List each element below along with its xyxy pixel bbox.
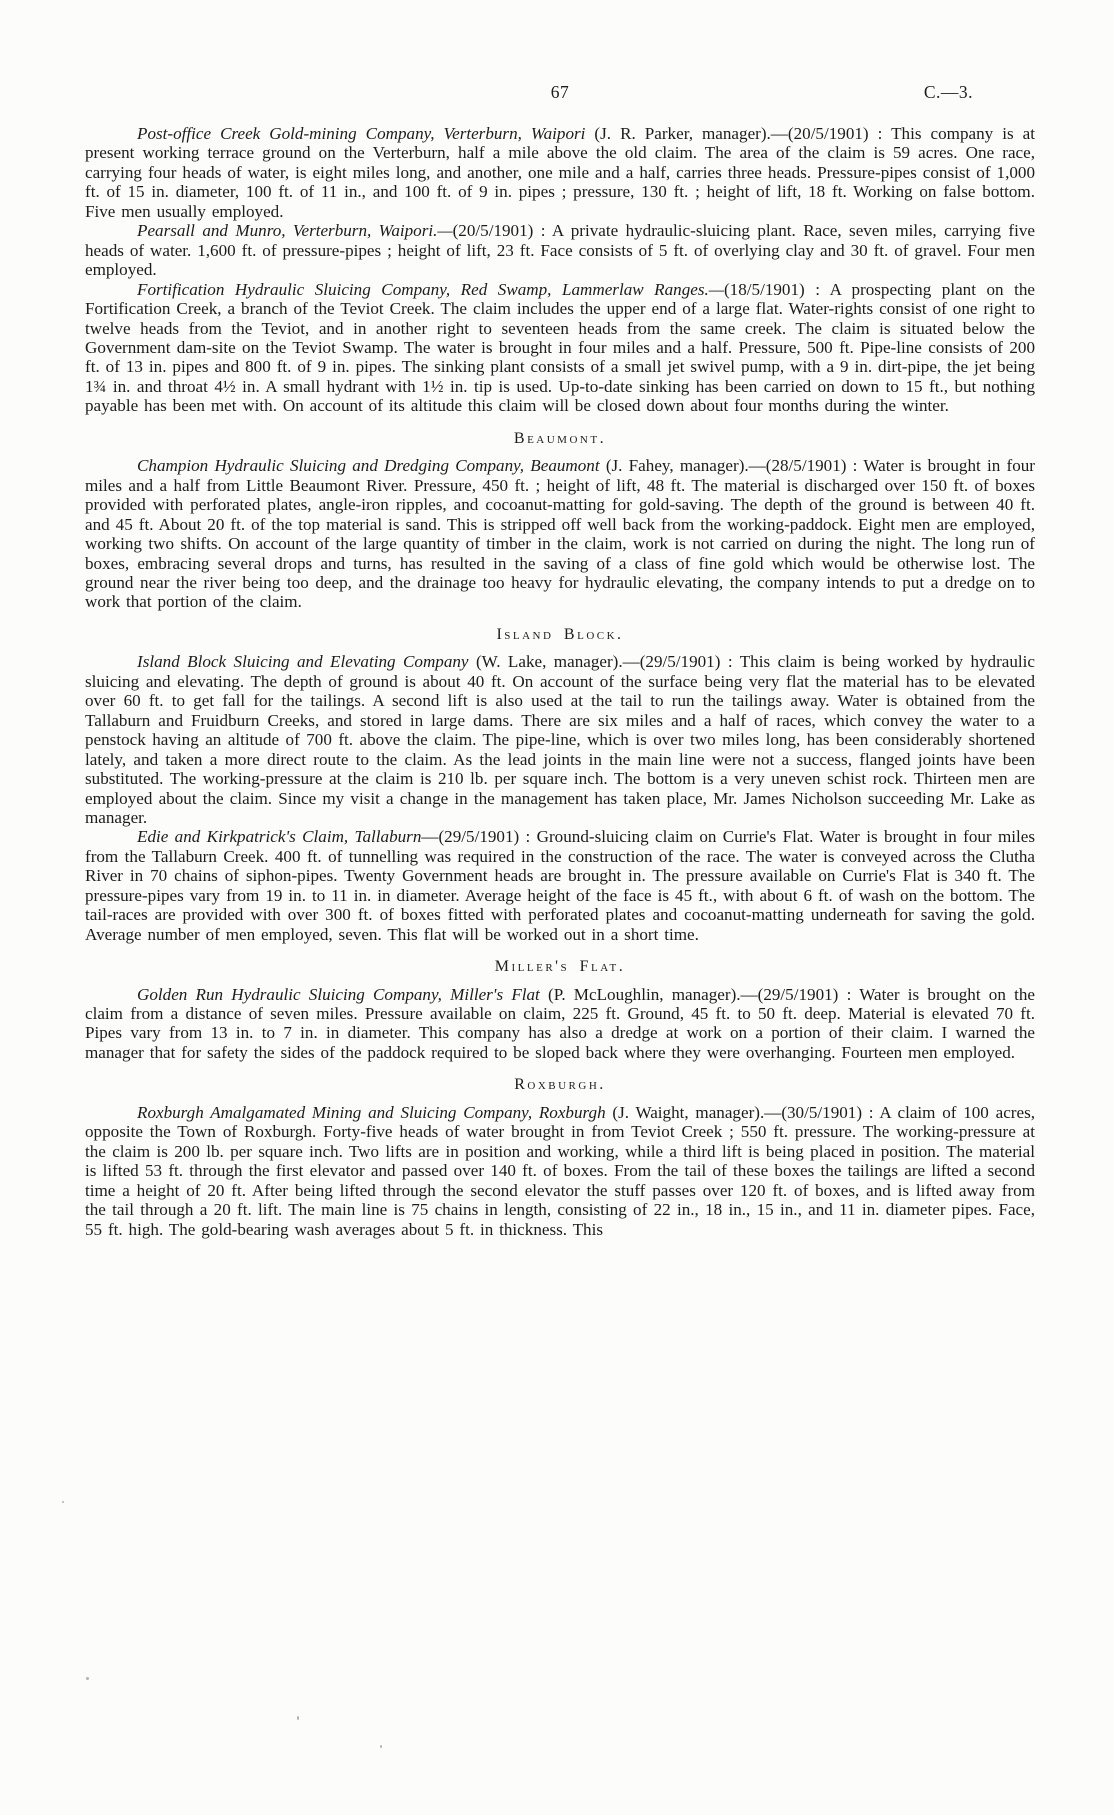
section-heading-millers-flat: Miller's Flat. (494, 958, 626, 976)
report-paragraph (85, 985, 1035, 1063)
company-name: Champion Hydraulic Sluicing and Dredging Company, Beaumont (137, 456, 600, 476)
doc-ref: C.—3. (923, 82, 973, 102)
page-number: 67 (550, 82, 570, 102)
report-paragraph (85, 652, 1035, 827)
report-paragraph (85, 124, 1035, 221)
company-name: Island Block Sluicing and Elevating Company (137, 652, 469, 672)
company-name: Golden Run Hydraulic Sluicing Company, Miller's Flat (137, 984, 540, 1004)
scan-speck (86, 1677, 89, 1680)
section-waipori (85, 124, 1035, 416)
report-body (85, 124, 1035, 1239)
company-name: Edie and Kirkpatrick's Claim, Tallaburn (137, 827, 422, 847)
scan-speck (62, 1501, 64, 1503)
paragraph-text: (W. Lake, manager).—(29/5/1901) : This claim is being worked by hydraulic sluicing and elevating. The depth of ground is about 40 ft. On account of the surface being very flat the material has to be elevated over 60 ft. to get fall for the tailings. A second lift is also used at the tail to run the tailings away. Water is obtained from the Tallaburn and Fruidburn Creeks, and stored in large dams. There are six miles and a half of races, which convey the water to a penstock having an altitude of 700 ft. above the claim. The pipe-line, which is over two miles long, has been considerably shortened lately, and taken a more direct route to the claim. As the lead joints in the main line were not a success, flanged joints have been substituted. The working-pressure at the claim is 210 lb. per square inch. The bottom is a very uneven schist rock. Thirteen men are employed about the claim. Since my visit a change in the management has taken place, Mr. James Nicholson succeeding Mr. Lake as manager. (85, 652, 1036, 827)
paragraph-text: (J. Fahey, manager).—(28/5/1901) : Water is brought in four miles and a half from Little Beaumont River. Pressure, 450 ft. ; height of lift, 48 ft. The material is discharged over 150 ft. of boxes provided with perforated plates, angle-iron ripples, and cocoanut-matting for gold-saving. The depth of the ground is between 40 ft. and 45 ft. About 20 ft. of the top material is sand. This is stripped off well back from the working-paddock. Eight men are employed, working two shifts. On account of the large quantity of timber in the claim, work is not carried on during the night. The long run of boxes, embracing several drops and turns, has resulted in the saving of a class of fine gold which would be otherwise lost. The ground near the river being too deep, and the drainage too heavy for hydraulic elevating, the company intends to put a dredge on to work that portion of the claim. (85, 456, 1035, 612)
section-roxburgh (85, 1075, 1035, 1239)
report-paragraph (85, 456, 1035, 612)
section-beaumont (85, 429, 1035, 612)
section-millers-flat (85, 957, 1035, 1062)
paragraph-text: (18/5/1901) : A prospecting plant on the Fortification Creek, a branch of the Teviot Creek. The claim includes the upper end of a large flat. Water-rights consist of one right to twelve heads from the Teviot, and in another right to seventeen heads from the same creek. The claim is situated below the Government dam-site on the Teviot Swamp. The water is brought in four miles and a half. Pressure, 500 ft. Pipe-line consists of 200 ft. of 13 in. pipes and 800 ft. of 9 in. pipes. The sinking plant consists of a small jet swivel pump, with a 9 in. dirt-pipe, the jet being 1¾ in. and throat 4½ in. A small hydrant with 1½ in. tip is used. Up-to-date sinking has been carried on down to 15 ft., but nothing payable has been met with. On account of its altitude this claim will be closed down about four months during the winter. (85, 279, 1035, 416)
company-name: Post-office Creek Gold-mining Company, Verterburn, Waipori (137, 124, 586, 143)
report-paragraph (85, 1103, 1035, 1239)
paragraph-text: (J. R. Parker, manager).—(20/5/1901) : This company is at present working terrace ground on the Verterburn, half a mile above the old claim. The area of the claim is 59 acres. One race, carrying four heads of water, is eight miles long, and another, one mile and a half, carries three heads. Pressure-pipes consist of 1,000 ft. of 15 in. diameter, 100 ft. of 11 in., and 100 ft. of 9 in. pipes ; pressure, 130 ft. ; height of lift, 18 ft. Working on false bottom. Five men usually employed. (85, 124, 1035, 221)
page-header (85, 82, 1035, 106)
report-paragraph (85, 221, 1035, 279)
scan-speck (380, 1745, 382, 1748)
section-island-block (85, 625, 1035, 944)
section-heading-island-block: Island Block. (496, 625, 624, 643)
company-name: Pearsall and Munro, Verterburn, Waipori.— (137, 221, 453, 241)
paragraph-text: —(29/5/1901) : Ground-sluicing claim on Currie's Flat. Water is brought in four miles from the Tallaburn Creek. 400 ft. of tunnelling was required in the construction of the race. The water is conveyed across the Clutha River in 70 chains of siphon-pipes. Twenty Government heads are brought in. The pressure available on Currie's Flat is 340 ft. The pressure-pipes vary from 19 in. to 11 in. in diameter. Average height of the face is 45 ft., with about 6 ft. of wash on the bottom. The tail-races are provided with over 300 ft. of boxes fitted with perforated plates and cocoanut-matting underneath for saving the gold. Average number of men employed, seven. This flat will be worked out in a short time. (85, 827, 1035, 944)
paragraph-text: (P. McLoughlin, manager).—(29/5/1901) : Water is brought on the claim from a distance of seven miles. Pressure available on claim, 225 ft. Ground, 45 ft. to 50 ft. deep. Material is elevated 70 ft. Pipes vary from 13 in. to 7 in. in diameter. This company has also a dredge at work on a portion of their claim. I warned the manager that for safety the sides of the paddock required to be sloped back where they were overhanging. Fourteen men employed. (85, 984, 1035, 1062)
report-paragraph (85, 827, 1035, 944)
company-name: Fortification Hydraulic Sluicing Company, Red Swamp, Lammerlaw Ranges.— (137, 279, 724, 299)
company-name: Roxburgh Amalgamated Mining and Sluicing Company, Roxburgh (137, 1102, 606, 1122)
paragraph-text: (J. Waight, manager).—(30/5/1901) : A claim of 100 acres, opposite the Town of Roxburgh. Forty-five heads of water brought in from Teviot Creek ; 550 ft. pressure. The working-pressure at the claim is 200 lb. per square inch. Two lifts are in position and working, while a third lift is being placed in position. The material is lifted 53 ft. through the first elevator and passed over 140 ft. of boxes. From the tail of these boxes the tailings are lifted a second time a height of 20 ft. After being lifted through the second elevator the stuff passes over 120 ft. of boxes, and is lifted away from the tail through a 20 ft. lift. The main line is 75 chains in length, consisting of 22 in., 18 in., 15 in., and 11 in. diameter pipes. Face, 55 ft. high. The gold-bearing wash averages about 5 ft. in thickness. This (85, 1102, 1035, 1239)
section-heading-roxburgh: Roxburgh. (514, 1076, 606, 1094)
paragraph-text: (20/5/1901) : A private hydraulic-sluicing plant. Race, seven miles, carrying five heads of water. 1,600 ft. of pressure-pipes ; height of lift, 23 ft. Face consists of 5 ft. of overlying clay and 30 ft. of gravel. Four men employed. (85, 221, 1035, 280)
report-paragraph (85, 280, 1035, 416)
section-heading-beaumont: Beaumont. (513, 429, 607, 447)
scan-speck (297, 1716, 299, 1720)
